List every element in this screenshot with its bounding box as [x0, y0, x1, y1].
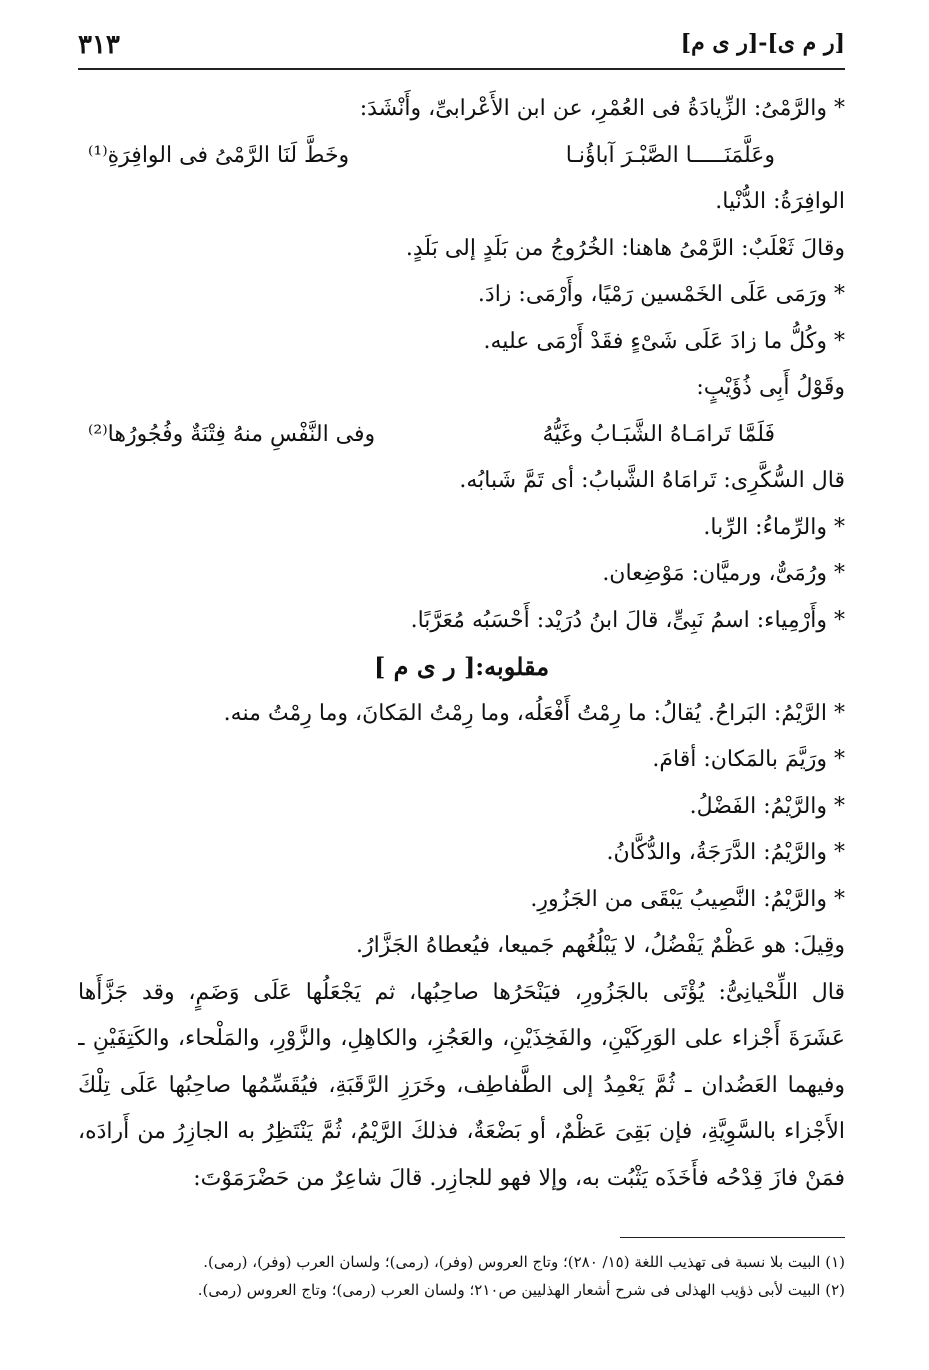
text-line: * الرَّيْمُ: البَراحُ. يُقالُ: ما رِمْتُ أَفْعَلُه، وما رِمْتُ المَكانَ، وما رِمْتُ منه.	[223, 700, 845, 726]
text-line: قال السُّكَّرِى: تَرامَاهُ الشَّبابُ: أى تَمَّ شَبابُه.	[459, 468, 845, 493]
footnote-1: (١) البيت بلا نسبة فى تهذيب اللغة (١٥/ ٢٨٠)؛ وتاج العروس (وفر)، (رمى)؛ ولسان العرب (وفر)، (رمى).	[203, 1253, 845, 1271]
running-title: [ر م ى]-[ر ى م]	[680, 30, 845, 56]
paragraph-line: الأَجْزاء بالسَّوِيَّةِ، فإن بَقِىَ عَظْمٌ، أو بَضْعَةٌ، فذلكَ الرَّيْمُ، ثُمَّ يَنْتَظِرُ به الجازِرُ من أَرادَه،	[78, 1119, 845, 1144]
verse-hemistich-first: فَلَمَّا تَرامَـاهُ الشَّبَـابُ وغَيُّهُ	[542, 421, 775, 447]
text-line: * وأَرْمِياء: اسمُ نَبِىٍّ، قالَ ابنُ دُرَيْد: أَحْسَبُه مُعَرَّبًا.	[410, 607, 845, 633]
page-number: ٣١٣	[78, 30, 120, 60]
page-header	[78, 30, 845, 62]
verse-hemistich-second: وفى النَّفْسِ منهُ فِتْنَةٌ وفُجُورُها⁽²⁾	[88, 421, 376, 447]
text-line: * والرَّمْىُ: الزِّيادَةُ فى العُمْرِ، عن ابن الأَعْرابىِّ، وأَنْشَدَ:	[359, 96, 845, 121]
text-line: * والرَّيْمُ: الدَّرَجَةُ، والدُّكَّانُ.	[606, 840, 845, 865]
verse-hemistich-first: وعَلَّمَنَـــــا الصَّبْـرَ آباؤُنـا	[565, 142, 775, 168]
section-heading: مقلوبه:[ ر ى م ]	[373, 652, 550, 681]
text-line: وقالَ ثَعْلَبٌ: الرَّمْىُ هاهنا: الخُرُوجُ من بَلَدٍ إلى بَلَدٍ.	[405, 235, 845, 261]
text-line: * والرَّيْمُ: النَّصِيبُ يَبْقَى من الجَزُورِ.	[530, 886, 845, 912]
paragraph-line: عَشَرَةَ أَجْزاء على الوَرِكَيْنِ، والفَخِذَيْنِ، والعَجُزِ، والكاهِلِ، والزَّوْرِ، والمَلْحاء، والكَتِفَيْنِ ـ	[78, 1026, 845, 1051]
footnotes	[78, 1248, 845, 1304]
paragraph-line: قال اللِّحْيانِىُّ: يُؤْتَى بالجَزُورِ، فيَنْحَرُها صاحِبُها، ثم يَجْعَلُها عَلَى وَضَمٍ، وقد جَزَّأَها	[78, 979, 845, 1005]
text-line: وقَوْلُ أَبِى ذُؤَيْبٍ:	[696, 375, 845, 400]
text-line: * وكُلُّ ما زادَ عَلَى شَىْءٍ فقَدْ أَرْمَى عليه.	[483, 328, 845, 354]
text-line: * والرِّماءُ: الرِّبا.	[703, 514, 845, 540]
verse-hemistich-second: وخَطَّ لَنَا الرَّمْىُ فى الوافِرَةِ⁽¹⁾	[88, 142, 350, 168]
header-rule	[78, 68, 845, 70]
verse-line	[78, 412, 845, 459]
text-line: * ورَمَى عَلَى الخَمْسين رَمْيًا، وأَرْمَى: زادَ.	[477, 282, 845, 307]
footnote-2: (٢) البيت لأبى ذؤيب الهذلى فى شرح أشعار الهذليين ص٢١٠؛ ولسان العرب (رمى)؛ وتاج العروس (رمى).	[197, 1281, 845, 1299]
footnote-rule	[620, 1237, 845, 1238]
text-line: وقِيلَ: هو عَظْمٌ يَفْضُلُ، لا يَبْلُغُهم جَميعا، فيُعطاهُ الجَزَّارُ.	[356, 933, 845, 958]
text-line: * والرَّيْمُ: الفَضْلُ.	[689, 793, 845, 819]
page-body	[78, 86, 845, 1202]
paragraph-line: وفيهما العَضُدان ـ ثُمَّ يَعْمِدُ إلى الطَّفاطِف، وخَرَزِ الرَّقَبَةِ، فيُقَسِّمُها صاحِبُها عَلَى تِلْكَ	[78, 1072, 845, 1098]
text-line: الوافِرَةُ: الدُّنْيا.	[715, 189, 845, 214]
verse-line	[78, 133, 845, 180]
paragraph-last-line: فمَنْ فازَ قِدْحُه فأَخَذَه يَثْبُت به، وإلا فهو للجازِر. قالَ شاعِرٌ من حَضْرَمَوْتَ:	[193, 1165, 845, 1191]
text-line: * ورُمَىٌّ، ورميَّان: مَوْضِعان.	[602, 561, 845, 586]
text-line: * ورَيَّمَ بالمَكان: أقامَ.	[652, 747, 845, 772]
